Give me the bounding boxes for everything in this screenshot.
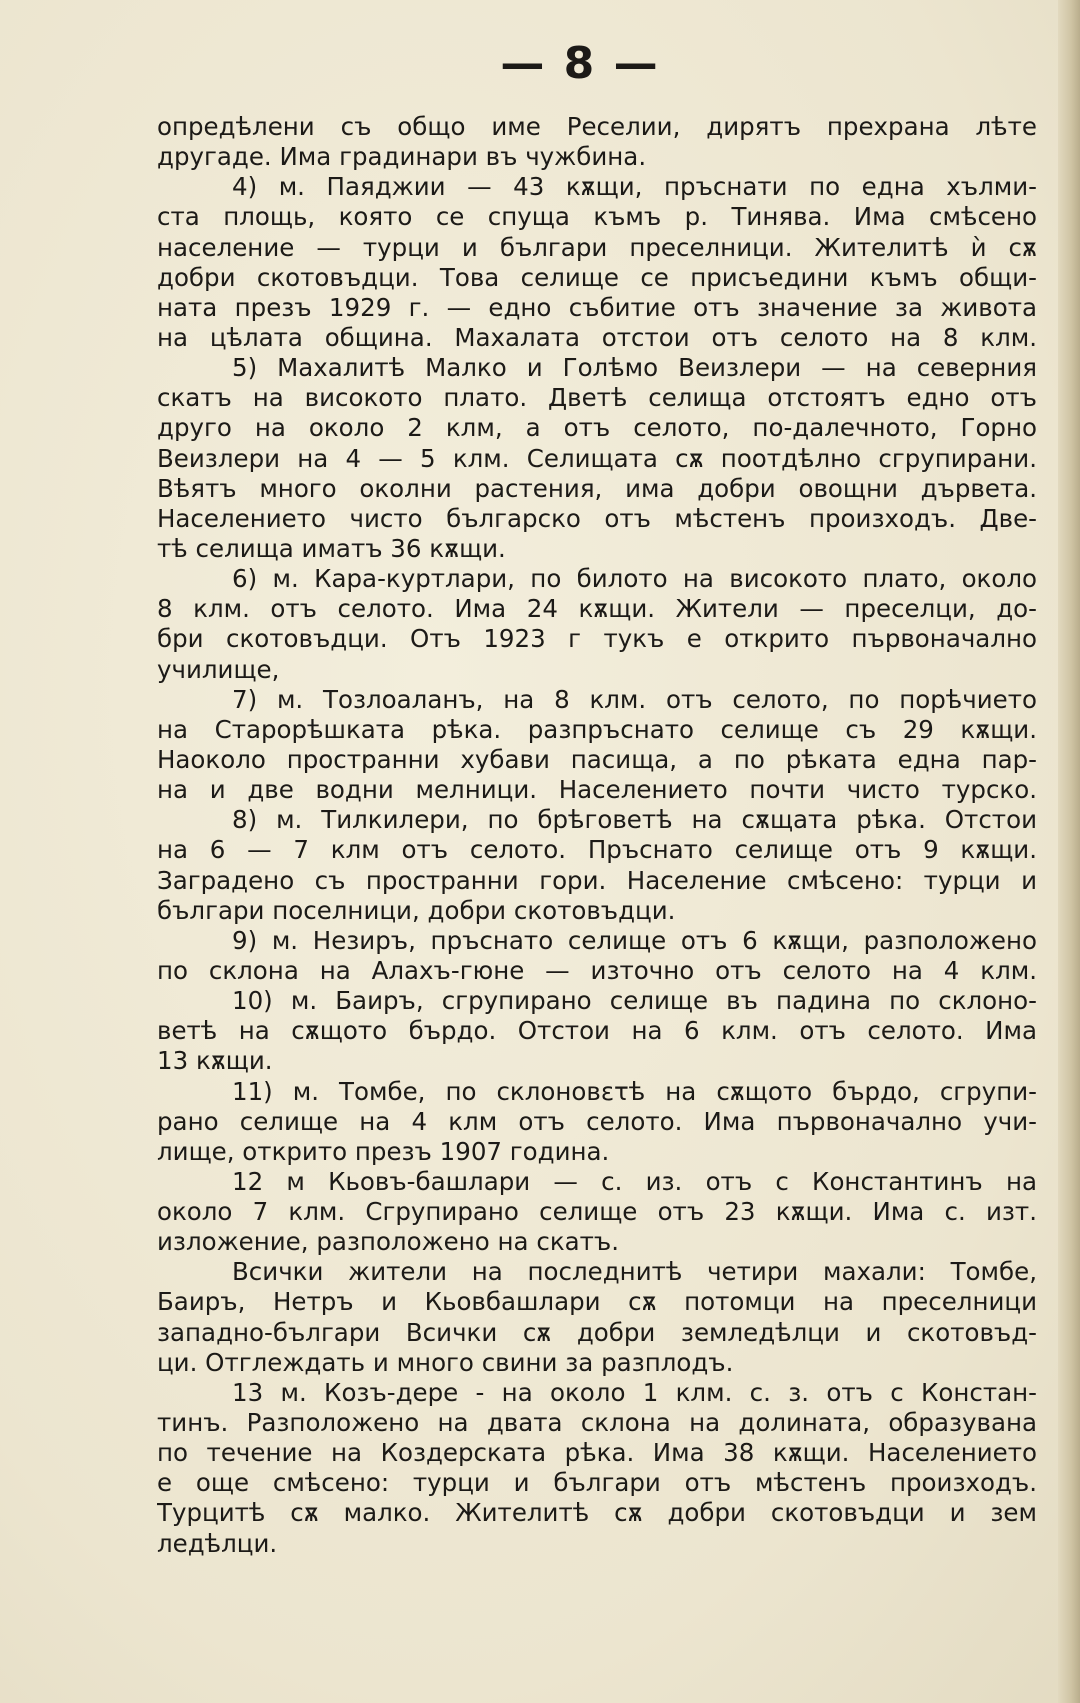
text-line: 12 м Кьовъ-башлари — с. из. отъ с Константинъ на [232, 1166, 1037, 1196]
text-line: на и две водни мелници. Населението почти чисто турско. [157, 775, 1037, 805]
text-line: изложение, разположено на скатъ. [157, 1227, 619, 1257]
text-line: по склона на Алахъ-гюне — източно отъ селото на 4 клм. [157, 955, 1037, 985]
text-line: друго на около 2 клм, а отъ селото, по-далечното, Горно [157, 413, 1037, 443]
text-line: ци. Отглеждать и много свини за разплодъ. [157, 1347, 734, 1377]
text-line: ветѣ на сѫщото бърдо. Отстои на 6 клм. отъ селото. Има [157, 1016, 1037, 1046]
text-line: Населението чисто българско отъ мѣстенъ произходъ. Две- [157, 503, 1037, 533]
text-line: е още смѣсено: турци и българи отъ мѣстенъ произходъ. [157, 1468, 1037, 1498]
text-line: Заградено съ пространни гори. Население смѣсено: турци и [157, 865, 1037, 895]
page-number: — 8 — [500, 38, 660, 89]
text-line: скатъ на високото плато. Дветѣ селища отстоятъ едно отъ [157, 383, 1037, 413]
text-line: по течение на Коздерската рѣка. Има 38 кѫщи. Населението [157, 1438, 1037, 1468]
text-line: западно-българи Всички сѫ добри земледѣлци и скотовъд- [157, 1317, 1037, 1347]
text-line: 7) м. Тозлоаланъ, на 8 клм. отъ селото, по порѣчието [232, 684, 1037, 714]
text-line: опредѣлени съ общо име Реселии, дирятъ прехрана лѣте [157, 112, 1037, 141]
text-line: рано селище на 4 клм отъ селото. Има първоначално учи- [157, 1106, 1037, 1136]
text-line: на Старорѣшката рѣка. разпръснато селище съ 29 кѫщи. [157, 714, 1037, 744]
text-line: 13 кѫщи. [157, 1046, 273, 1076]
text-line: тѣ селища иматъ 36 кѫщи. [157, 533, 506, 563]
text-line: тинъ. Разположено на двата склона на долината, образувана [157, 1408, 1037, 1438]
text-line: 8 клм. отъ селото. Има 24 кѫщи. Жители — преселци, до- [157, 594, 1037, 624]
text-line: Всички жители на последнитѣ четири махали: Томбе, [232, 1257, 1037, 1287]
text-line: на цѣлата община. Махалата отстои отъ селото на 8 клм. [157, 322, 1037, 352]
text-line: 13 м. Козъ-дере - на около 1 клм. с. з. отъ с Констан- [232, 1377, 1037, 1407]
text-line: 4) м. Паяджии — 43 кѫщи, пръснати по една хълми- [232, 172, 1037, 202]
text-line: бри скотовъдци. Отъ 1923 г тукъ е открито първоначално [157, 624, 1037, 654]
text-line: около 7 клм. Сгрупирано селище отъ 23 кѫщи. Има с. изт. [157, 1197, 1037, 1227]
text-line: 9) м. Незиръ, пръснато селище отъ 6 кѫщи, разположено [232, 925, 1037, 955]
text-line: другаде. Има градинари въ чужбина. [157, 142, 647, 172]
text-line: 6) м. Кара-куртлари, по билото на високото плато, около [232, 564, 1037, 594]
text-line: 11) м. Томбе, по склоновετѣ на сѫщото бърдо, сгрупи- [232, 1076, 1037, 1106]
text-line: на 6 — 7 клм отъ селото. Пръснато селище отъ 9 кѫщи. [157, 835, 1037, 865]
text-line: българи поселници, добри скотовъдци. [157, 895, 676, 925]
text-line: Наоколо пространни хубави пасища, а по рѣката една пар- [157, 744, 1037, 774]
text-line: добри скотовъдци. Това селище се присъедини къмъ общи- [157, 262, 1037, 292]
text-line: 10) м. Баиръ, сгрупирано селище въ падина по склоно- [232, 986, 1037, 1016]
text-line: Турцитѣ сѫ малко. Жителитѣ сѫ добри скотовъдци и зем [157, 1498, 1037, 1528]
body-text [157, 112, 1037, 1559]
text-line: ната презъ 1929 г. — едно събитие отъ значение за живота [157, 292, 1037, 322]
text-line: ледѣлци. [157, 1528, 278, 1558]
text-line: ста площь, която се спуща къмъ р. Тинява. Има смѣсено [157, 202, 1037, 232]
text-line: 5) Махалитѣ Малко и Голѣмо Веизлери — на северния [232, 353, 1037, 383]
text-line: лище, открито презъ 1907 година. [157, 1136, 610, 1166]
text-line: Баиръ, Нетръ и Кьовбашлари сѫ потомци на преселници [157, 1287, 1037, 1317]
page-spine-shadow [1058, 0, 1080, 1703]
text-line: училище, [157, 654, 280, 684]
text-line: население — турци и българи преселници. Жителитѣ ѝ сѫ [157, 232, 1037, 262]
text-line: 8) м. Тилкилери, по брѣговетѣ на сѫщата рѣка. Отстои [232, 805, 1037, 835]
text-line: Вѣятъ много околни растения, има добри овощни дървета. [157, 473, 1037, 503]
text-line: Веизлери на 4 — 5 клм. Селищата сѫ поотдѣлно сгрупирани. [157, 443, 1037, 473]
